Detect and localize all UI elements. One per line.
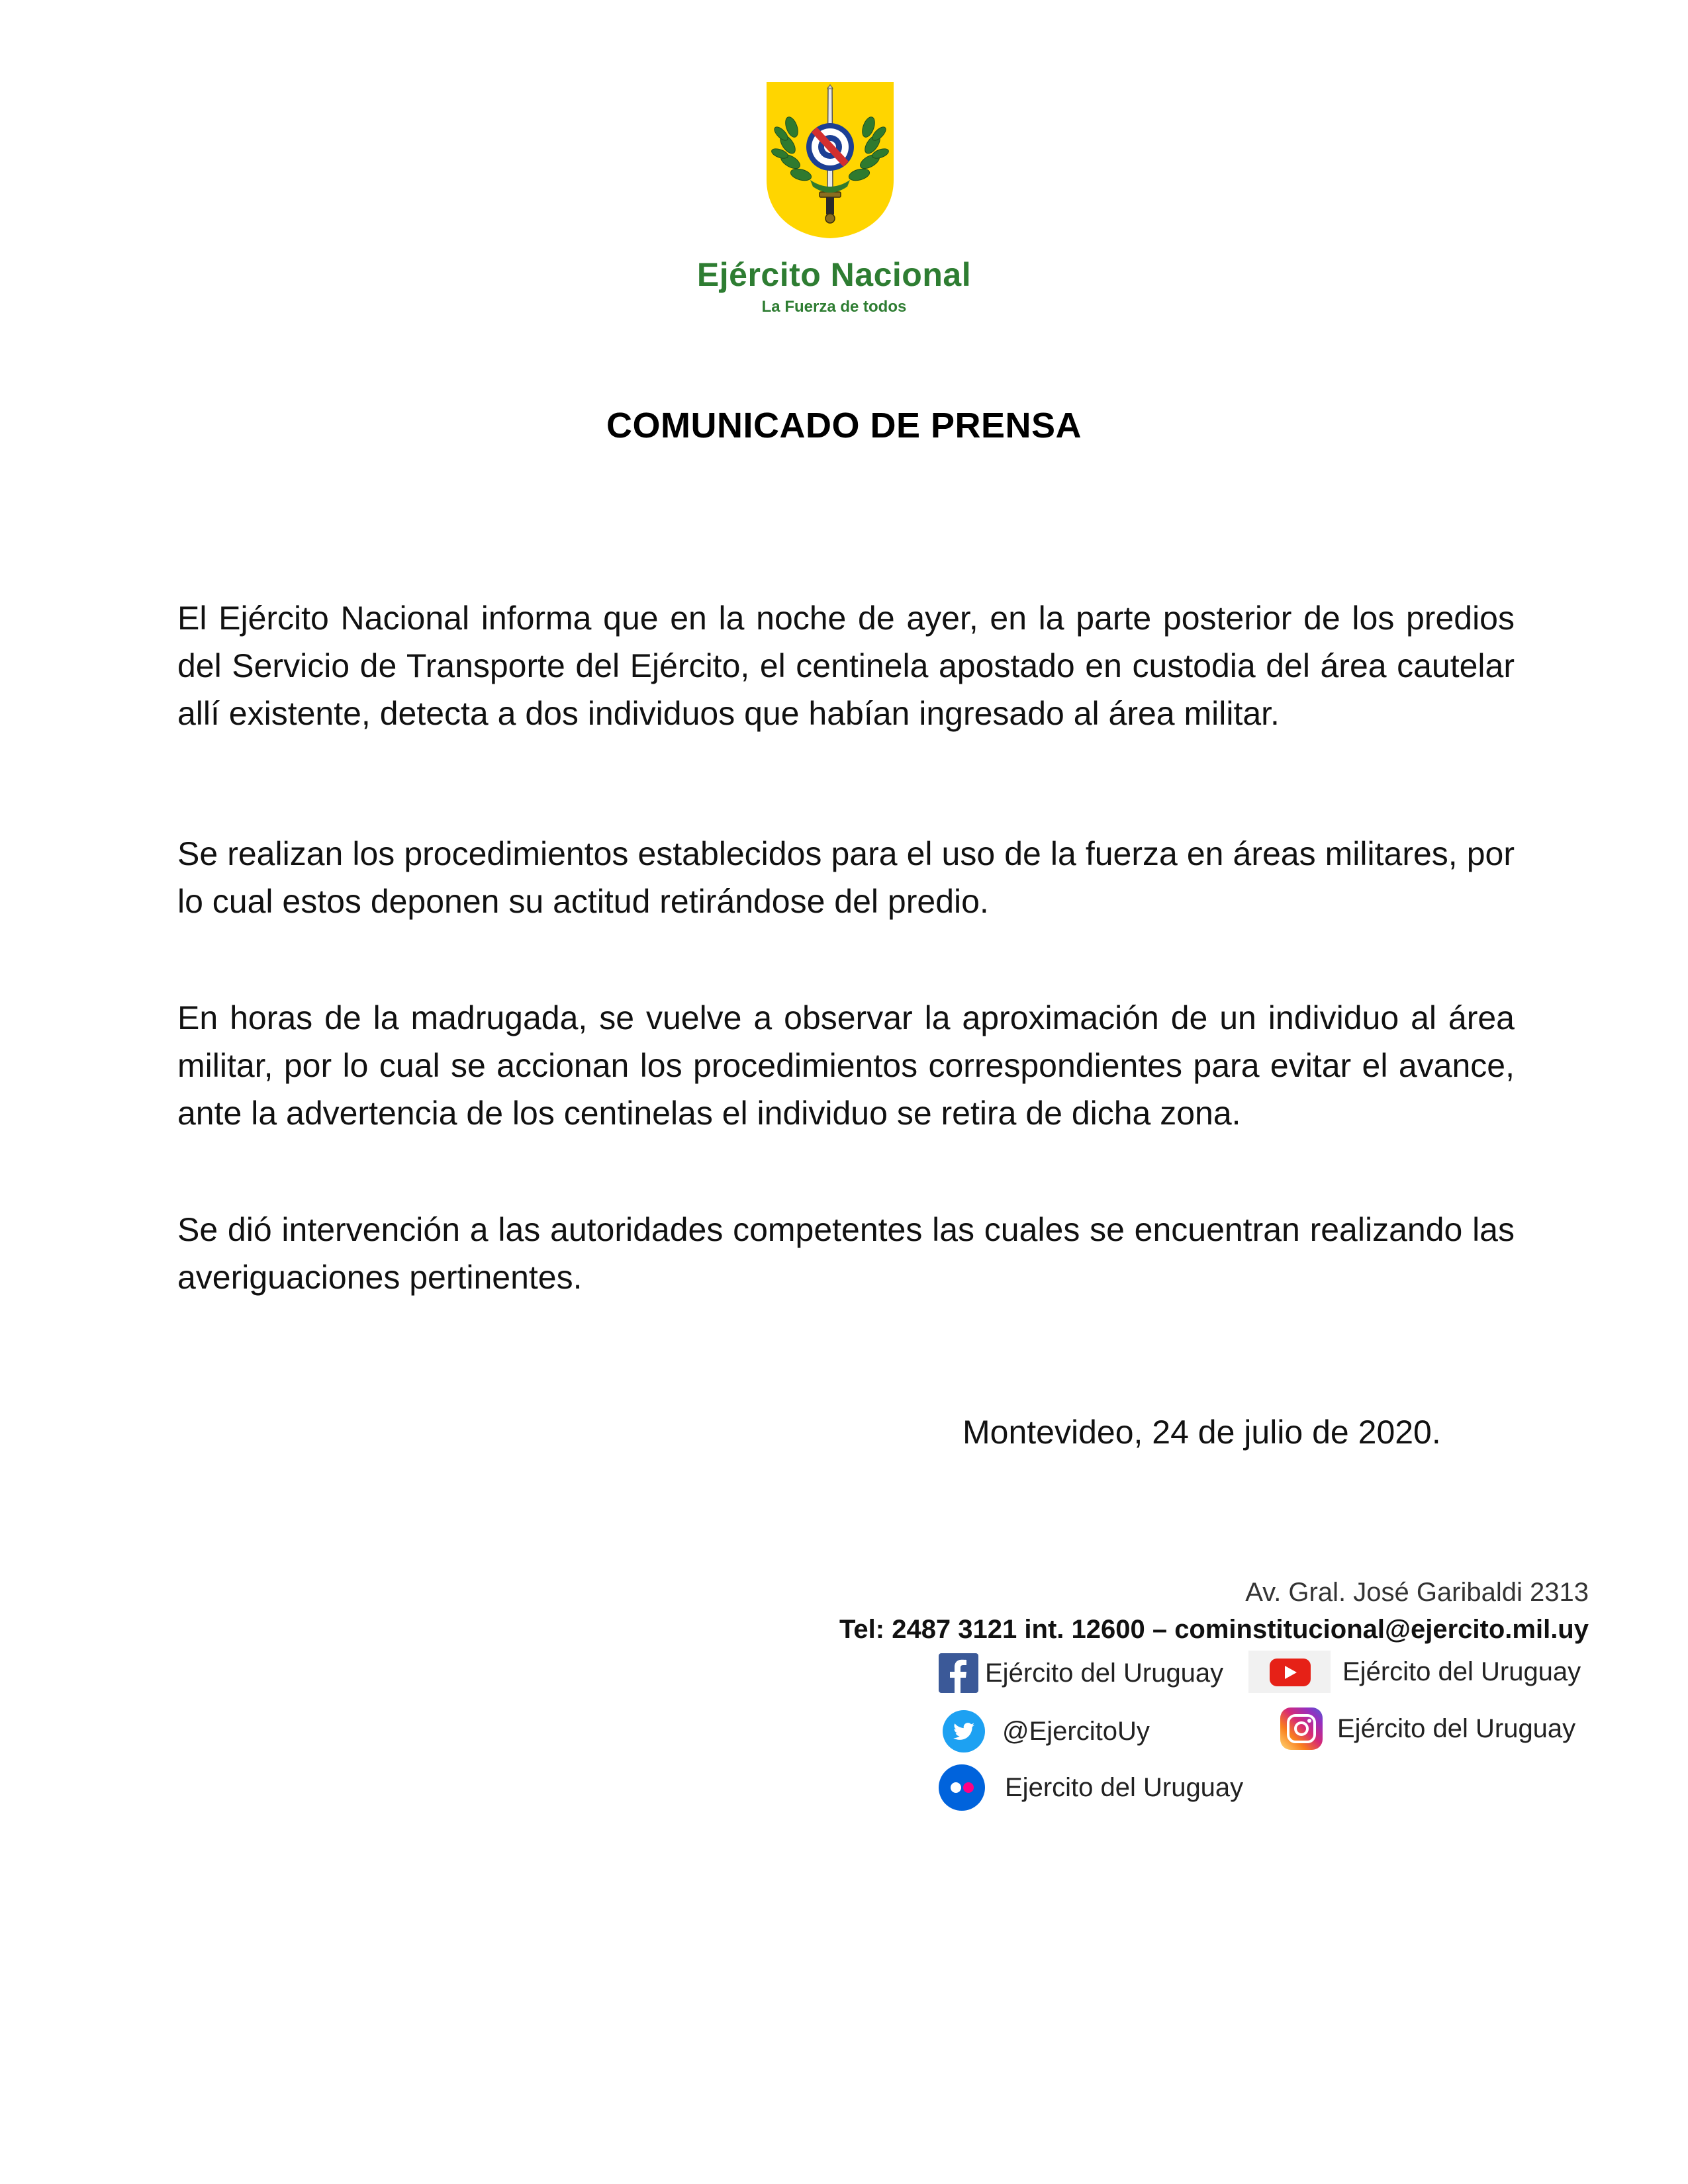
social-label: Ejercito del Uruguay	[1005, 1772, 1244, 1802]
social-link-youtube[interactable]	[1248, 1651, 1581, 1693]
social-link-instagram[interactable]	[1280, 1707, 1575, 1750]
social-label: Ejército del Uruguay	[1342, 1657, 1581, 1686]
army-shield-logo	[764, 81, 896, 240]
social-link-flickr[interactable]	[939, 1764, 1243, 1811]
body-paragraph: En horas de la madrugada, se vuelve a observar la aproximación de un individuo al área militar, por lo cual se accionan los procedimientos correspondientes para evitar el avance, ante la advertencia de los centinelas el individuo se retira de dicha zona.	[177, 999, 1515, 1132]
social-label: @EjercitoUy	[1002, 1716, 1150, 1746]
brand-name: Ejército Nacional	[696, 256, 972, 293]
footer-address: Av. Gral. José Garibaldi 2313	[1245, 1578, 1589, 1607]
social-link-twitter[interactable]	[943, 1710, 1150, 1752]
facebook-icon	[939, 1653, 978, 1693]
date-line: Montevideo, 24 de julio de 2020.	[962, 1414, 1441, 1451]
body-paragraph: Se dió intervención a las autoridades competentes las cuales se encuentran realizando las averiguaciones pertinentes.	[177, 1211, 1515, 1296]
body-paragraph: El Ejército Nacional informa que en la noche de ayer, en la parte posterior de los predios del Servicio de Transporte del Ejército, el centinela apostado en custodia del área cautelar allí existente, detecta a dos individuos que habían ingresado al área militar.	[177, 600, 1515, 732]
document-title: COMUNICADO DE PRENSA	[606, 406, 1082, 445]
social-link-facebook[interactable]	[939, 1653, 1223, 1693]
flickr-icon	[939, 1764, 985, 1811]
twitter-icon	[943, 1710, 985, 1752]
youtube-icon	[1248, 1651, 1331, 1693]
brand-tagline: La Fuerza de todos	[761, 298, 907, 316]
social-label: Ejército del Uruguay	[1337, 1713, 1576, 1743]
social-label: Ejército del Uruguay	[985, 1658, 1224, 1688]
footer-contact[interactable]: Tel: 2487 3121 int. 12600 – cominstitucional@ejercito.mil.uy	[839, 1615, 1589, 1644]
instagram-icon	[1280, 1707, 1323, 1750]
body-paragraph: Se realizan los procedimientos establecidos para el uso de la fuerza en áreas militares, por lo cual estos deponen su actitud retirándose del predio.	[177, 835, 1515, 920]
